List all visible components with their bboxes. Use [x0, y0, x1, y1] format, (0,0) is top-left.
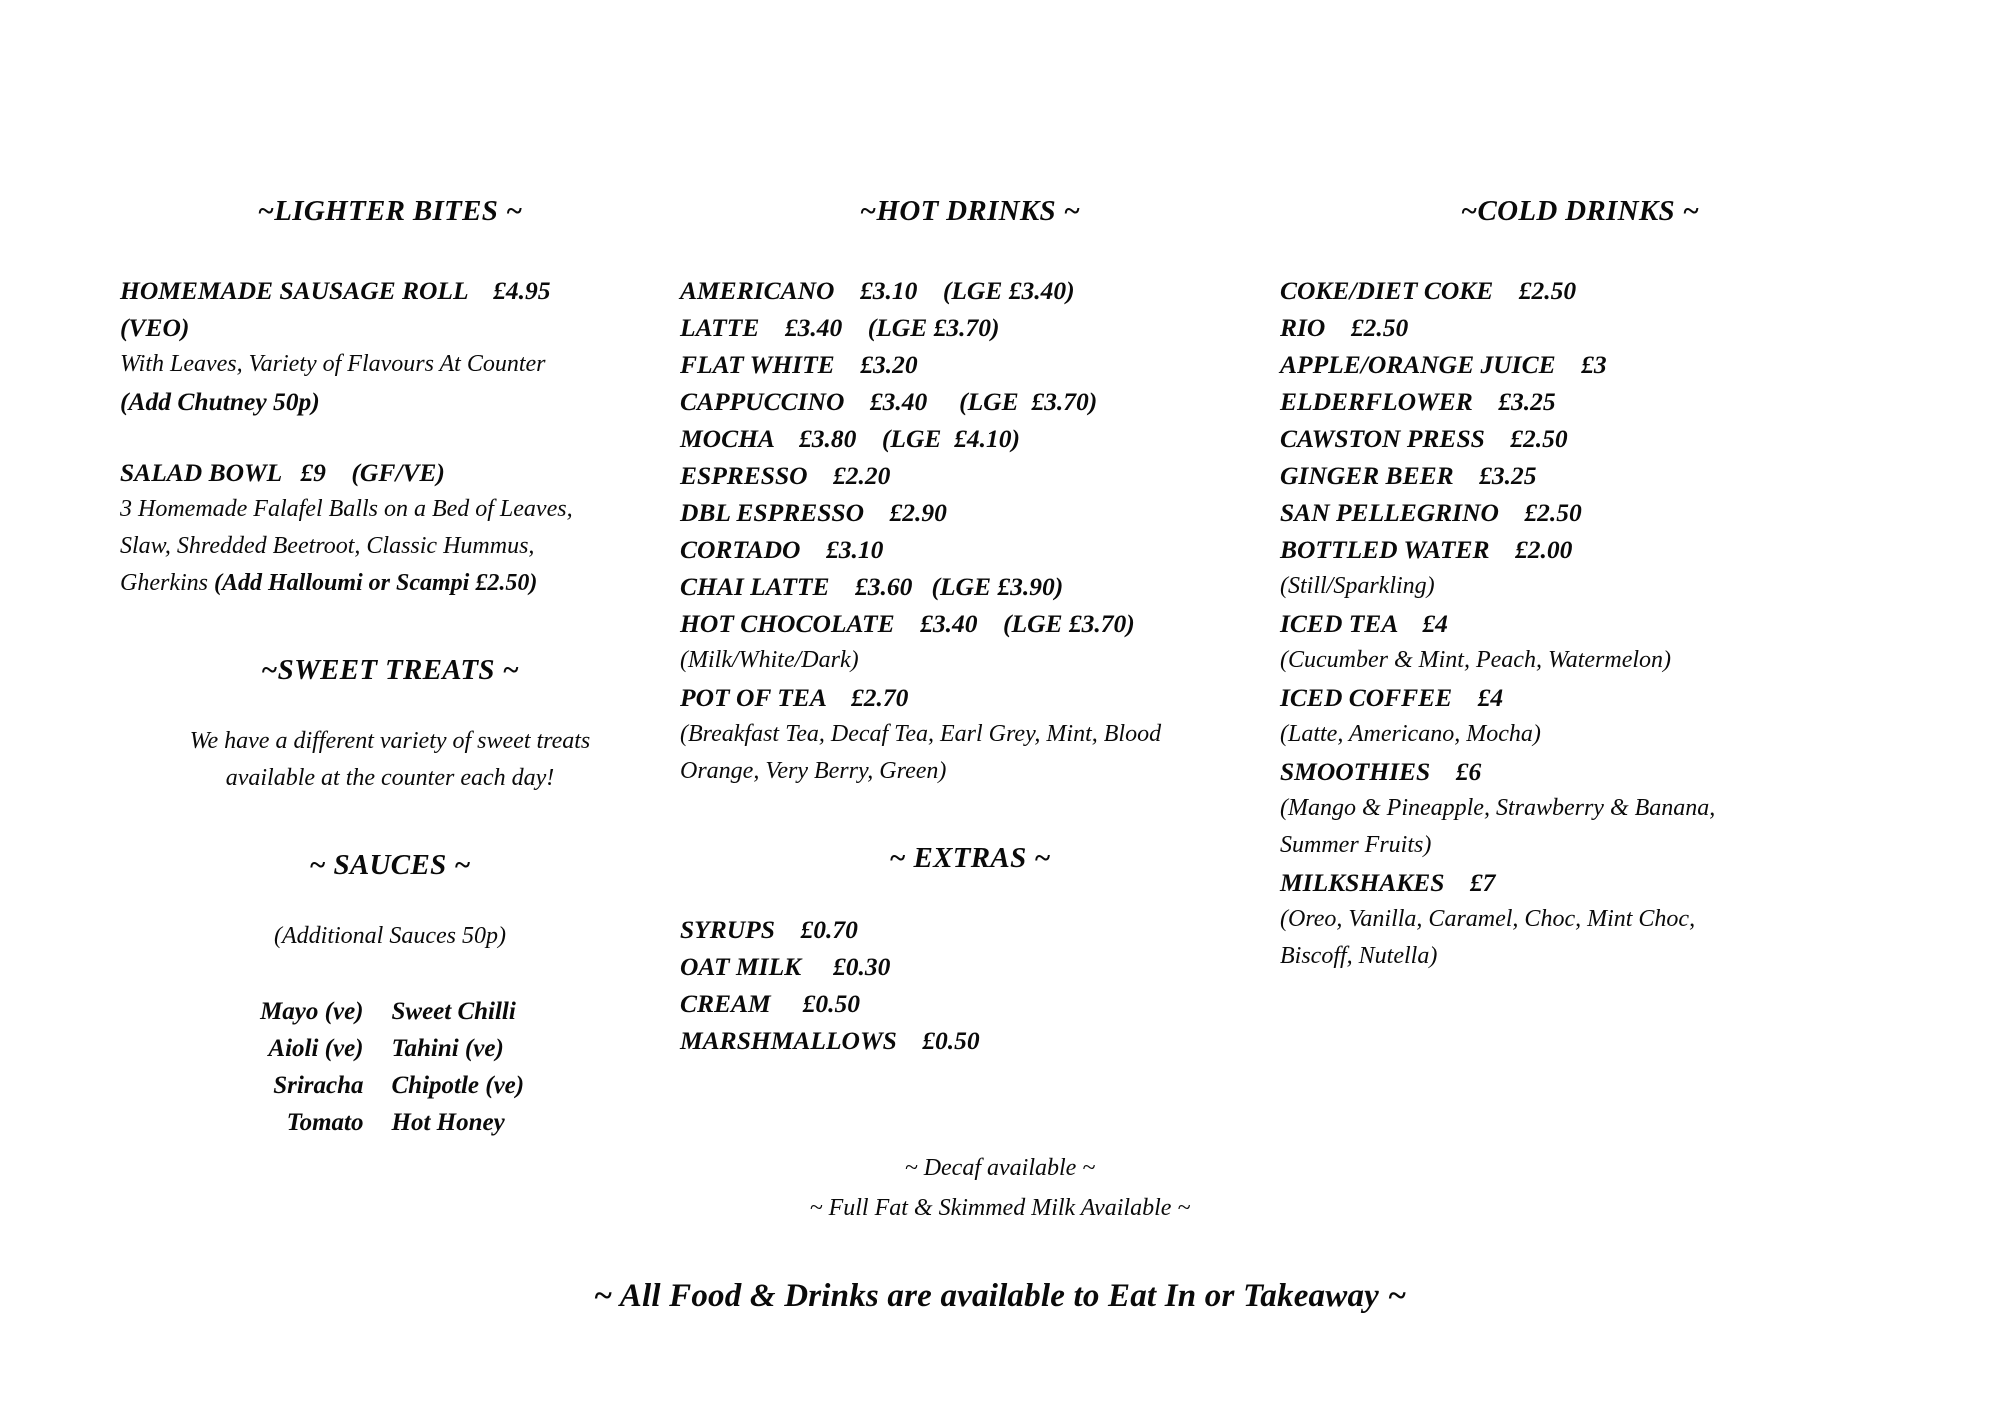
menu-item-syrups: SYRUPS £0.70: [680, 915, 858, 944]
sauces-note: (Additional Sauces 50p): [274, 923, 506, 949]
item-description: With Leaves, Variety of Flavours At Counter: [120, 351, 546, 377]
menu-item-ginger-beer: GINGER BEER £3.25: [1280, 461, 1537, 490]
sauce-name: Tomato: [286, 1109, 364, 1136]
menu-item-juice: APPLE/ORANGE JUICE £3: [1280, 350, 1607, 379]
menu-item-mocha: MOCHA £3.80 (LGE £4.10): [680, 424, 1021, 453]
heading-extras: ~ EXTRAS ~: [889, 842, 1051, 874]
sauce-name: Mayo (ve): [260, 998, 364, 1025]
item-description-line3: [120, 565, 660, 602]
menu-item-sausage-roll: [120, 272, 660, 420]
column-cold-drinks: [1280, 195, 1880, 975]
smoothies-options-line1: (Mango & Pineapple, Strawberry & Banana,: [1280, 795, 1716, 821]
sauce-row: [224, 1067, 557, 1104]
menu-item-san-pellegrino: SAN PELLEGRINO £2.50: [1280, 498, 1582, 527]
menu-item-coke: COKE/DIET COKE £2.50: [1280, 276, 1577, 305]
sauce-row: [224, 1030, 557, 1067]
item-description-line2: Slaw, Shredded Beetroot, Classic Hummus,: [120, 533, 535, 559]
smoothies-options-line2: Summer Fruits): [1280, 832, 1432, 858]
item-addon: (Add Chutney 50p): [120, 387, 320, 416]
heading-hot-drinks: ~HOT DRINKS ~: [859, 195, 1081, 227]
footnote-decaf: ~ Decaf available ~: [904, 1155, 1096, 1181]
menu-item-rio: RIO £2.50: [1280, 313, 1409, 342]
menu-item-oat-milk: OAT MILK £0.30: [680, 952, 891, 981]
menu-item-cream: CREAM £0.50: [680, 989, 860, 1018]
sauce-name: Hot Honey: [391, 1109, 505, 1136]
menu-item-chai-latte: CHAI LATTE £3.60 (LGE £3.90): [680, 572, 1064, 601]
sauce-name: Chipotle (ve): [391, 1072, 525, 1099]
menu-item-iced-coffee: ICED COFFEE £4: [1280, 683, 1504, 712]
item-name: HOMEMADE SAUSAGE ROLL £4.95: [120, 276, 551, 305]
item-name: SALAD BOWL £9 (GF/VE): [120, 458, 445, 487]
heading-sweet-treats: ~SWEET TREATS ~: [260, 654, 520, 686]
footnotes: [0, 1148, 2000, 1228]
menu-columns: [120, 195, 1880, 1141]
hot-chocolate-options: (Milk/White/Dark): [680, 647, 859, 673]
menu-item-cappuccino: CAPPUCCINO £3.40 (LGE £3.70): [680, 387, 1098, 416]
menu-item-marshmallows: MARSHMALLOWS £0.50: [680, 1026, 980, 1055]
tea-options-line1: (Breakfast Tea, Decaf Tea, Earl Grey, Mint, Blood: [680, 721, 1162, 747]
sweet-treats-note-line2: available at the counter each day!: [225, 765, 555, 791]
menu-item-salad-bowl: [120, 454, 660, 602]
bottled-water-options: (Still/Sparkling): [1280, 573, 1435, 599]
menu-item-milkshakes: MILKSHAKES £7: [1280, 868, 1496, 897]
item-addon: (Add Halloumi or Scampi £2.50): [213, 570, 538, 596]
sauce-row: [224, 1104, 557, 1141]
item-name-line2: (VEO): [120, 313, 190, 342]
heading-sauces: ~ SAUCES ~: [309, 849, 471, 881]
milkshakes-options-line2: Biscoff, Nutella): [1280, 943, 1438, 969]
sauce-name: Aioli (ve): [268, 1035, 364, 1062]
menu-item-latte: LATTE £3.40 (LGE £3.70): [680, 313, 1000, 342]
menu-item-double-espresso: DBL ESPRESSO £2.90: [680, 498, 947, 527]
spacer: [120, 420, 660, 454]
sauce-name: Sweet Chilli: [391, 998, 516, 1025]
column-lighter-bites: [120, 195, 680, 1141]
menu-item-pot-of-tea: POT OF TEA £2.70: [680, 683, 909, 712]
sauce-row: [224, 993, 557, 1030]
sauce-name: Sriracha: [273, 1072, 364, 1099]
menu-item-hot-chocolate: HOT CHOCOLATE £3.40 (LGE £3.70): [680, 609, 1135, 638]
iced-coffee-options: (Latte, Americano, Mocha): [1280, 721, 1541, 747]
sauces-grid: [120, 993, 660, 1141]
iced-tea-options: (Cucumber & Mint, Peach, Watermelon): [1280, 647, 1672, 673]
heading-cold-drinks: ~COLD DRINKS ~: [1460, 195, 1700, 227]
menu-item-smoothies: SMOOTHIES £6: [1280, 757, 1482, 786]
column-hot-drinks: [680, 195, 1280, 1059]
menu-item-flat-white: FLAT WHITE £3.20: [680, 350, 918, 379]
menu-item-elderflower: ELDERFLOWER £3.25: [1280, 387, 1556, 416]
footnote-milk: ~ Full Fat & Skimmed Milk Available ~: [809, 1195, 1191, 1221]
takeaway-banner: ~ All Food & Drinks are available to Eat In or Takeaway ~: [593, 1278, 1407, 1314]
menu-item-cawston-press: CAWSTON PRESS £2.50: [1280, 424, 1568, 453]
milkshakes-options-line1: (Oreo, Vanilla, Caramel, Choc, Mint Choc,: [1280, 906, 1696, 932]
menu-item-bottled-water: BOTTLED WATER £2.00: [1280, 535, 1573, 564]
sweet-treats-note-line1: We have a different variety of sweet treats: [189, 728, 591, 754]
menu-item-americano: AMERICANO £3.10 (LGE £3.40): [680, 276, 1075, 305]
tea-options-line2: Orange, Very Berry, Green): [680, 758, 947, 784]
item-description-line1: 3 Homemade Falafel Balls on a Bed of Leaves,: [120, 496, 573, 522]
sauce-name: Tahini (ve): [391, 1035, 504, 1062]
menu-item-cortado: CORTADO £3.10: [680, 535, 884, 564]
menu-item-espresso: ESPRESSO £2.20: [680, 461, 891, 490]
item-description-line3-text: Gherkins: [120, 570, 214, 596]
menu-item-iced-tea: ICED TEA £4: [1280, 609, 1448, 638]
heading-lighter-bites: ~LIGHTER BITES ~: [257, 195, 523, 227]
